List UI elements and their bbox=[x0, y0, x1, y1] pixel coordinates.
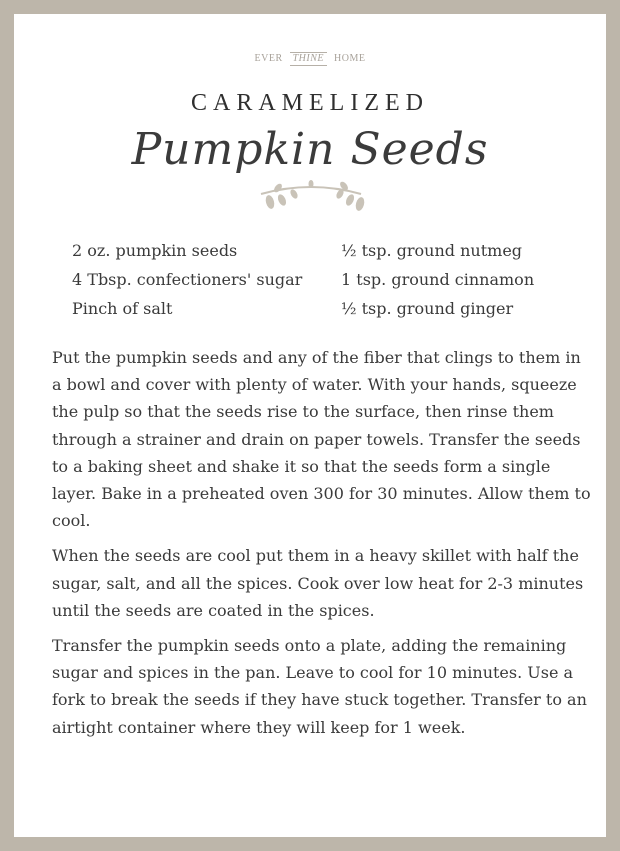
vine-ornament-icon bbox=[256, 178, 366, 218]
brand-logo bbox=[14, 52, 606, 66]
brand-middle: THINE bbox=[290, 52, 327, 66]
ingredient-item: 4 Tbsp. confectioners' sugar bbox=[72, 270, 303, 289]
direction-paragraph: Transfer the pumpkin seeds onto a plate, adding the remaining sugar and spices in the pan. Leave to cool for 10 minutes. Use a fork to break the seeds if they have stuck together. Transfer to an airtight container where they will keep for 1 week. bbox=[52, 636, 587, 737]
ingredient-row bbox=[72, 236, 572, 265]
title-pumpkin-seeds: Pumpkin Seeds bbox=[131, 124, 489, 175]
ingredient-item: ½ tsp. ground nutmeg bbox=[341, 241, 523, 260]
ingredient-item: ½ tsp. ground ginger bbox=[341, 299, 514, 318]
direction-paragraph: Put the pumpkin seeds and any of the fiber that clings to them in a bowl and cover with plenty of water. With your hands, squeeze the pulp so that the seeds rise to the surface, then rinse them through a strainer and drain on paper towels. Transfer the seeds to a baking sheet and shake it so that the seeds form a single layer. Bake in a preheated oven 300 for 30 minutes. Allow them to cool. bbox=[52, 348, 591, 531]
ingredient-item: 2 oz. pumpkin seeds bbox=[72, 241, 238, 260]
direction-paragraph: When the seeds are cool put them in a heavy skillet with half the sugar, salt, and all the spices. Cook over low heat for 2-3 minutes until the seeds are coated in the spices. bbox=[52, 546, 584, 620]
brand-left: EVER bbox=[254, 53, 283, 64]
ingredient-item: 1 tsp. ground cinnamon bbox=[341, 270, 535, 289]
ingredient-item: Pinch of salt bbox=[72, 299, 173, 318]
brand-right: HOME bbox=[334, 53, 366, 64]
directions bbox=[52, 344, 592, 749]
ingredient-row bbox=[72, 265, 572, 294]
recipe-card bbox=[14, 14, 606, 837]
title-caramelized: CARAMELIZED bbox=[191, 90, 429, 116]
ingredient-row bbox=[72, 294, 572, 323]
ingredients-list bbox=[72, 236, 572, 323]
